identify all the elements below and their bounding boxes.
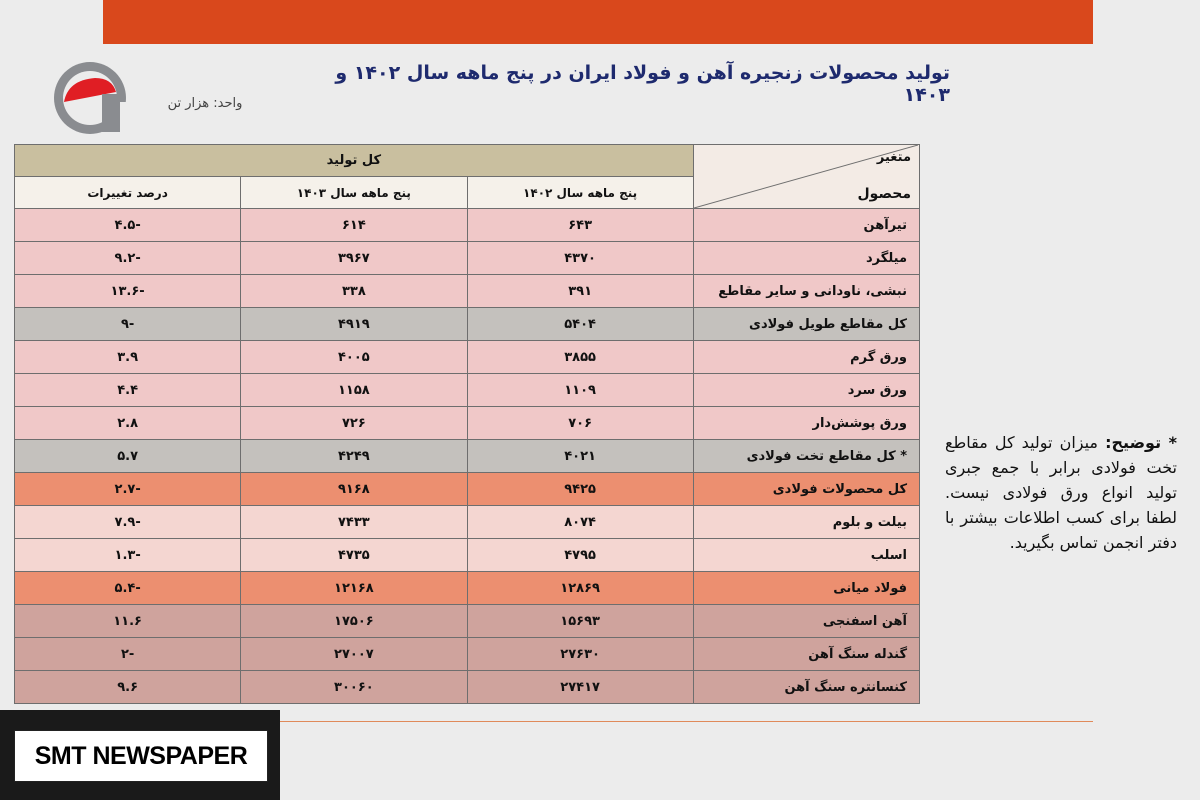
association-logo-icon [40,58,140,138]
change-percent-cell: ۲.۸ [15,407,241,440]
watermark-panel [0,710,280,800]
table-row [15,407,920,440]
value-1402-cell: ۶۴۳ [467,209,693,242]
column-header-change: درصد تغییرات [15,177,241,209]
change-percent-cell: -۲ [15,638,241,671]
group-header: کل تولید [15,145,694,177]
footnote-text: میزان تولید کل مقاطع تخت فولادی برابر با جمع جبری تولید انواع ورق فولادی نیست. لطفا برای کسب اطلاعات بیشتر با دفتر انجمن تماس بگیرید. [945,433,1177,552]
column-header-1403: پنج ماهه سال ۱۴۰۳ [241,177,467,209]
table-row [15,473,920,506]
value-1402-cell: ۷۰۶ [467,407,693,440]
value-1403-cell: ۴۰۰۵ [241,341,467,374]
table-row [15,638,920,671]
value-1402-cell: ۳۸۵۵ [467,341,693,374]
change-percent-cell: ۹.۶ [15,671,241,704]
table-row [15,242,920,275]
production-table [14,144,920,718]
footnote [945,430,1177,555]
corner-header-cell [693,145,919,209]
page-title: تولید محصولات زنجیره آهن و فولاد ایران در پنج ماهه سال ۱۴۰۲ و ۱۴۰۳ [335,62,950,106]
product-name-cell: نبشی، ناودانی و سایر مقاطع [693,275,919,308]
change-percent-cell: ۳.۹ [15,341,241,374]
footnote-heading: * توضیح: [1105,433,1178,452]
table-row [15,440,920,473]
value-1403-cell: ۱۷۵۰۶ [241,605,467,638]
table-row [15,209,920,242]
product-name-cell: تیرآهن [693,209,919,242]
watermark-label: SMT NEWSPAPER [14,730,268,782]
value-1402-cell: ۱۱۰۹ [467,374,693,407]
change-percent-cell: -۱۳.۶ [15,275,241,308]
value-1403-cell: ۶۱۴ [241,209,467,242]
value-1402-cell: ۲۷۶۳۰ [467,638,693,671]
value-1402-cell: ۳۹۱ [467,275,693,308]
change-percent-cell: -۹ [15,308,241,341]
value-1402-cell: ۹۴۲۵ [467,473,693,506]
value-1403-cell: ۱۲۱۶۸ [241,572,467,605]
value-1402-cell: ۱۵۶۹۳ [467,605,693,638]
product-name-cell: میلگرد [693,242,919,275]
value-1402-cell: ۴۷۹۵ [467,539,693,572]
corner-variable-label: متغیر [876,150,911,165]
change-percent-cell: -۴.۵ [15,209,241,242]
value-1403-cell: ۳۳۸ [241,275,467,308]
product-name-cell: بیلت و بلوم [693,506,919,539]
corner-product-label: محصول [857,186,911,202]
value-1403-cell: ۲۷۰۰۷ [241,638,467,671]
value-1403-cell: ۳۰۰۶۰ [241,671,467,704]
product-name-cell: کنسانتره سنگ آهن [693,671,919,704]
product-name-cell: فولاد میانی [693,572,919,605]
product-name-cell: ورق پوشش‌دار [693,407,919,440]
product-name-cell: کل مقاطع طویل فولادی [693,308,919,341]
column-header-1402: پنج ماهه سال ۱۴۰۲ [467,177,693,209]
table-row [15,341,920,374]
value-1402-cell: ۲۷۴۱۷ [467,671,693,704]
product-name-cell: * کل مقاطع تخت فولادی [693,440,919,473]
change-percent-cell: ۴.۴ [15,374,241,407]
value-1403-cell: ۷۲۶ [241,407,467,440]
value-1402-cell: ۴۳۷۰ [467,242,693,275]
change-percent-cell: ۱۱.۶ [15,605,241,638]
value-1403-cell: ۹۱۶۸ [241,473,467,506]
top-accent-bar [103,0,1093,44]
change-percent-cell: -۲.۷ [15,473,241,506]
value-1403-cell: ۴۹۱۹ [241,308,467,341]
table-row [15,671,920,704]
product-name-cell: ورق گرم [693,341,919,374]
unit-label: واحد: هزار تن [167,96,243,111]
table-row [15,605,920,638]
table-row [15,572,920,605]
value-1402-cell: ۸۰۷۴ [467,506,693,539]
change-percent-cell: ۵.۷ [15,440,241,473]
table-row [15,374,920,407]
value-1403-cell: ۱۱۵۸ [241,374,467,407]
product-name-cell: اسلب [693,539,919,572]
value-1402-cell: ۵۴۰۴ [467,308,693,341]
value-1403-cell: ۷۴۳۳ [241,506,467,539]
table-row [15,539,920,572]
table-row [15,275,920,308]
product-name-cell: آهن اسفنجی [693,605,919,638]
value-1403-cell: ۴۲۴۹ [241,440,467,473]
value-1402-cell: ۱۲۸۶۹ [467,572,693,605]
value-1402-cell: ۴۰۲۱ [467,440,693,473]
change-percent-cell: -۷.۹ [15,506,241,539]
table-row [15,308,920,341]
product-name-cell: کل محصولات فولادی [693,473,919,506]
change-percent-cell: -۱.۳ [15,539,241,572]
table-header-row [15,145,920,177]
change-percent-cell: -۵.۴ [15,572,241,605]
table-row [15,506,920,539]
product-name-cell: ورق سرد [693,374,919,407]
value-1403-cell: ۴۷۳۵ [241,539,467,572]
value-1403-cell: ۳۹۶۷ [241,242,467,275]
product-name-cell: گندله سنگ آهن [693,638,919,671]
change-percent-cell: -۹.۲ [15,242,241,275]
